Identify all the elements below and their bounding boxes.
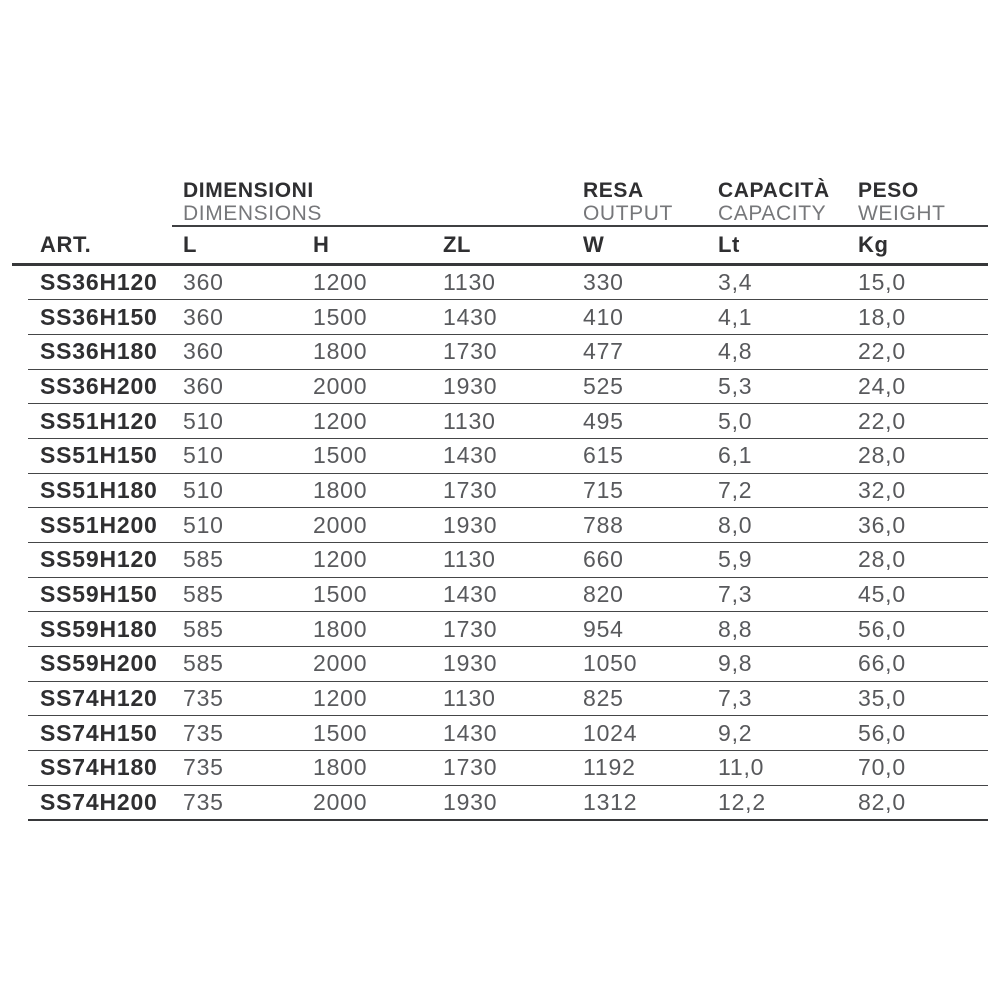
value-cell: 495 — [583, 407, 624, 434]
value-cell: 2000 — [313, 511, 368, 538]
group-dimensions — [171, 172, 571, 225]
value-cell: 510 — [183, 407, 224, 434]
column-header-zl: ZL — [443, 232, 472, 257]
value-cell: 585 — [183, 650, 224, 677]
table-row — [28, 439, 988, 474]
value-cell: 8,8 — [718, 615, 753, 642]
art-cell: SS51H200 — [40, 511, 158, 538]
value-cell: 7,2 — [718, 476, 753, 503]
value-cell: 4,1 — [718, 303, 753, 330]
value-cell: 585 — [183, 615, 224, 642]
art-cell: SS51H150 — [40, 442, 158, 469]
group-output-label-en: OUTPUT — [583, 201, 673, 225]
table-row — [28, 682, 988, 717]
value-cell: 1500 — [313, 442, 368, 469]
value-cell: 525 — [583, 372, 624, 399]
value-cell: 585 — [183, 581, 224, 608]
value-cell: 45,0 — [858, 581, 906, 608]
group-dimensions-label-it: DIMENSIONI — [183, 179, 314, 202]
value-cell: 715 — [583, 476, 624, 503]
value-cell: 510 — [183, 442, 224, 469]
column-header-h: H — [313, 232, 330, 257]
value-cell: 1930 — [443, 511, 498, 538]
value-cell: 660 — [583, 546, 624, 573]
value-cell: 2000 — [313, 650, 368, 677]
value-cell: 1130 — [443, 407, 496, 434]
art-cell: SS74H120 — [40, 685, 158, 712]
value-cell: 1200 — [313, 407, 368, 434]
header-bottom-rule — [12, 263, 988, 266]
value-cell: 66,0 — [858, 650, 906, 677]
column-header-w: W — [583, 232, 605, 257]
value-cell: 360 — [183, 372, 224, 399]
value-cell: 28,0 — [858, 546, 906, 573]
group-spacer-art — [28, 172, 171, 225]
table-row — [28, 474, 988, 509]
table-row — [28, 716, 988, 751]
value-cell: 825 — [583, 685, 624, 712]
column-header-l: L — [183, 232, 198, 257]
value-cell: 1200 — [313, 268, 368, 295]
value-cell: 1500 — [313, 719, 368, 746]
group-weight — [846, 172, 988, 225]
art-cell: SS36H200 — [40, 372, 158, 399]
value-cell: 1130 — [443, 268, 496, 295]
art-cell: SS36H180 — [40, 338, 158, 365]
value-cell: 1500 — [313, 303, 368, 330]
value-cell: 1130 — [443, 685, 496, 712]
table-group-header-row — [28, 172, 988, 225]
value-cell: 6,1 — [718, 442, 753, 469]
value-cell: 477 — [583, 338, 624, 365]
value-cell: 1312 — [583, 788, 638, 815]
value-cell: 2000 — [313, 788, 368, 815]
value-cell: 510 — [183, 511, 224, 538]
column-header-kg: Kg — [858, 232, 889, 257]
table-row — [28, 751, 988, 786]
art-cell: SS36H150 — [40, 303, 158, 330]
value-cell: 360 — [183, 268, 224, 295]
value-cell: 8,0 — [718, 511, 753, 538]
value-cell: 12,2 — [718, 788, 766, 815]
group-header-rule — [172, 225, 988, 227]
value-cell: 22,0 — [858, 338, 906, 365]
value-cell: 1050 — [583, 650, 638, 677]
value-cell: 36,0 — [858, 511, 906, 538]
value-cell: 585 — [183, 546, 224, 573]
value-cell: 5,0 — [718, 407, 753, 434]
value-cell: 7,3 — [718, 581, 753, 608]
group-capacity-label-en: CAPACITY — [718, 201, 827, 225]
value-cell: 360 — [183, 303, 224, 330]
table-row — [28, 578, 988, 613]
value-cell: 1730 — [443, 615, 498, 642]
value-cell: 510 — [183, 476, 224, 503]
value-cell: 1800 — [313, 476, 368, 503]
table-row — [28, 647, 988, 682]
value-cell: 2000 — [313, 372, 368, 399]
art-cell: SS51H180 — [40, 476, 158, 503]
value-cell: 1930 — [443, 372, 498, 399]
value-cell: 735 — [183, 754, 224, 781]
table-body — [28, 263, 988, 821]
value-cell: 24,0 — [858, 372, 906, 399]
product-spec-table — [28, 172, 988, 821]
value-cell: 1192 — [583, 754, 636, 781]
art-cell: SS36H120 — [40, 268, 158, 295]
value-cell: 954 — [583, 615, 624, 642]
value-cell: 1024 — [583, 719, 638, 746]
value-cell: 11,0 — [718, 754, 765, 781]
value-cell: 1800 — [313, 754, 368, 781]
value-cell: 1800 — [313, 615, 368, 642]
art-cell: SS59H150 — [40, 581, 158, 608]
table-row — [28, 612, 988, 647]
table-row — [28, 543, 988, 578]
art-cell: SS59H120 — [40, 546, 158, 573]
value-cell: 1430 — [443, 442, 498, 469]
value-cell: 1730 — [443, 338, 498, 365]
table-row — [28, 266, 988, 301]
value-cell: 4,8 — [718, 338, 753, 365]
value-cell: 1930 — [443, 788, 498, 815]
value-cell: 9,2 — [718, 719, 753, 746]
group-weight-label-en: WEIGHT — [858, 201, 946, 225]
value-cell: 1430 — [443, 581, 498, 608]
value-cell: 82,0 — [858, 788, 906, 815]
table-row — [28, 786, 988, 821]
value-cell: 1430 — [443, 303, 498, 330]
value-cell: 22,0 — [858, 407, 906, 434]
value-cell: 9,8 — [718, 650, 753, 677]
value-cell: 735 — [183, 685, 224, 712]
column-header-art: ART. — [40, 232, 92, 257]
table-row — [28, 335, 988, 370]
value-cell: 1500 — [313, 581, 368, 608]
art-cell: SS59H180 — [40, 615, 158, 642]
value-cell: 7,3 — [718, 685, 753, 712]
value-cell: 35,0 — [858, 685, 906, 712]
value-cell: 1200 — [313, 685, 368, 712]
value-cell: 32,0 — [858, 476, 906, 503]
art-cell: SS51H120 — [40, 407, 158, 434]
group-output-label-it: RESA — [583, 179, 644, 202]
group-dimensions-label-en: DIMENSIONS — [183, 201, 323, 225]
value-cell: 5,9 — [718, 546, 753, 573]
value-cell: 1930 — [443, 650, 498, 677]
table-column-header-row — [28, 225, 988, 263]
group-capacity — [706, 172, 846, 225]
art-cell: SS74H150 — [40, 719, 158, 746]
group-weight-label-it: PESO — [858, 179, 919, 202]
group-capacity-label-it: CAPACITÀ — [718, 179, 830, 202]
value-cell: 15,0 — [858, 268, 906, 295]
art-cell: SS74H180 — [40, 754, 158, 781]
art-cell: SS59H200 — [40, 650, 158, 677]
value-cell: 615 — [583, 442, 624, 469]
value-cell: 1130 — [443, 546, 496, 573]
table-row — [28, 404, 988, 439]
value-cell: 1730 — [443, 476, 498, 503]
group-output — [571, 172, 706, 225]
value-cell: 788 — [583, 511, 624, 538]
table-row — [28, 370, 988, 405]
value-cell: 5,3 — [718, 372, 753, 399]
value-cell: 3,4 — [718, 268, 753, 295]
value-cell: 360 — [183, 338, 224, 365]
value-cell: 56,0 — [858, 615, 906, 642]
value-cell: 18,0 — [858, 303, 906, 330]
value-cell: 735 — [183, 719, 224, 746]
value-cell: 28,0 — [858, 442, 906, 469]
value-cell: 330 — [583, 268, 624, 295]
value-cell: 1800 — [313, 338, 368, 365]
table-row — [28, 508, 988, 543]
value-cell: 820 — [583, 581, 624, 608]
value-cell: 1430 — [443, 719, 498, 746]
value-cell: 70,0 — [858, 754, 906, 781]
value-cell: 1200 — [313, 546, 368, 573]
column-header-lt: Lt — [718, 232, 740, 257]
art-cell: SS74H200 — [40, 788, 158, 815]
value-cell: 410 — [583, 303, 624, 330]
table-row — [28, 300, 988, 335]
value-cell: 1730 — [443, 754, 498, 781]
value-cell: 56,0 — [858, 719, 906, 746]
value-cell: 735 — [183, 788, 224, 815]
